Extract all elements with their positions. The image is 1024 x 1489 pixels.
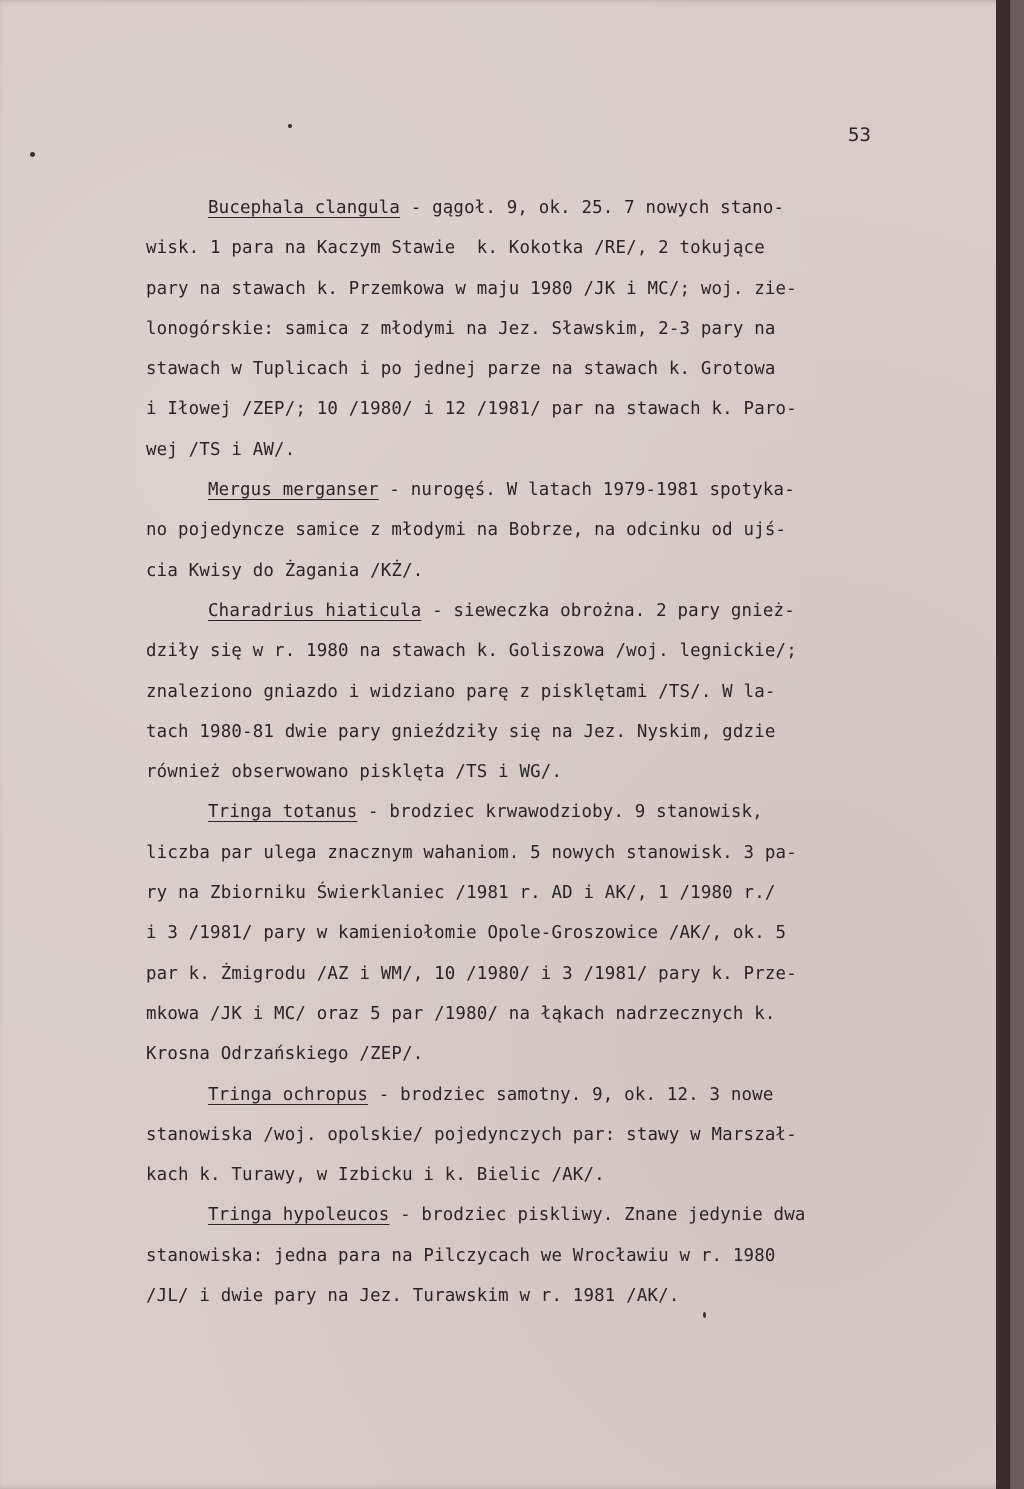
entry-text: no pojedyncze samice z młodymi na Bobrze, na odcinku od ujś-	[146, 520, 787, 541]
entry-text: Krosna Odrzańskiego /ZEP/.	[146, 1044, 424, 1065]
entry-text: i Iłowej /ZEP/; 10 /1980/ i 12 /1981/ par na stawach k. Paro-	[146, 399, 797, 420]
entry-text: - brodziec piskliwy. Znane jedynie dwa	[389, 1205, 806, 1226]
page-number: 53	[848, 124, 871, 146]
entry-text: - nurogęś. W latach 1979-1981 spotyka-	[378, 480, 795, 501]
entry-text: liczba par ulega znacznym wahaniom. 5 nowych stanowisk. 3 pa-	[146, 842, 797, 863]
entry-text: cia Kwisy do Żagania /KŻ/.	[146, 560, 424, 581]
species-name: Charadrius hiaticula	[208, 600, 422, 621]
entry-text: i 3 /1981/ pary w kamieniołomie Opole-Groszowice /AK/, ok. 5	[146, 923, 787, 944]
entry-first-line	[146, 470, 916, 510]
entry-text: - sieweczka obrożna. 2 pary gnież-	[421, 600, 795, 621]
entry-text: wej /TS i AW/.	[146, 439, 296, 460]
entry-text: wisk. 1 para na Kaczym Stawie k. Kokotka /RE/, 2 tokujące	[146, 238, 765, 259]
entry-text: również obserwowano pisklęta /TS i WG/.	[146, 762, 563, 783]
entry-text: stanowiska: jedna para na Pilczycach we Wrocławiu w r. 1980	[146, 1245, 776, 1266]
entry-text: stanowiska /woj. opolskie/ pojedynczych par: stawy w Marszał-	[146, 1124, 797, 1145]
entry-text: /JL/ i dwie pary na Jez. Turawskim w r. 1981 /AK/.	[146, 1286, 680, 1307]
entry-first-line	[146, 591, 916, 631]
entry-text: - brodziec krwawodzioby. 9 stanowisk,	[357, 802, 763, 823]
entry-text: - brodziec samotny. 9, ok. 12. 3 nowe	[368, 1084, 774, 1105]
species-name: Tringa hypoleucos	[208, 1205, 390, 1226]
entry-text: par k. Żmigrodu /AZ i WM/, 10 /1980/ i 3 /1981/ pary k. Prze-	[146, 963, 797, 984]
ink-speck	[288, 124, 292, 128]
page-edge-shadow	[996, 0, 1010, 1489]
species-name: Tringa ochropus	[208, 1084, 369, 1105]
entry-text: ry na Zbiorniku Świerklaniec /1981 r. AD i AK/, 1 /1980 r./	[146, 883, 776, 904]
entry-text: pary na stawach k. Przemkowa w maju 1980 /JK i MC/; woj. zie-	[146, 278, 797, 299]
species-name: Bucephala clangula	[208, 198, 401, 218]
entry-first-line	[146, 1195, 916, 1235]
entry-text: kach k. Turawy, w Izbicku i k. Bielic /AK/.	[146, 1165, 605, 1186]
entry-first-line	[146, 792, 916, 832]
entry-first-line	[146, 1075, 916, 1115]
entry-text: - gągoł. 9, ok. 25. 7 nowych stano-	[400, 198, 785, 218]
species-name: Tringa totanus	[208, 802, 358, 823]
entry-text: znaleziono gniazdo i widziano parę z pisklętami /TS/. W la-	[146, 681, 776, 702]
typewritten-text	[146, 188, 916, 1316]
entry-text: tach 1980-81 dwie pary gnieździły się na Jez. Nyskim, gdzie	[146, 721, 776, 742]
ink-speck	[30, 152, 35, 157]
species-name: Mergus merganser	[208, 480, 379, 501]
entry-text: stawach w Tuplicach i po jednej parze na stawach k. Grotowa	[146, 359, 776, 380]
entry-text: lonogórskie: samica z młodymi na Jez. Sławskim, 2-3 pary na	[146, 318, 776, 339]
entry-first-line	[146, 188, 916, 228]
entry-text: dziły się w r. 1980 na stawach k. Goliszowa /woj. legnickie/;	[146, 641, 797, 662]
entry-text: mkowa /JK i MC/ oraz 5 par /1980/ na łąkach nadrzecznych k.	[146, 1003, 776, 1024]
